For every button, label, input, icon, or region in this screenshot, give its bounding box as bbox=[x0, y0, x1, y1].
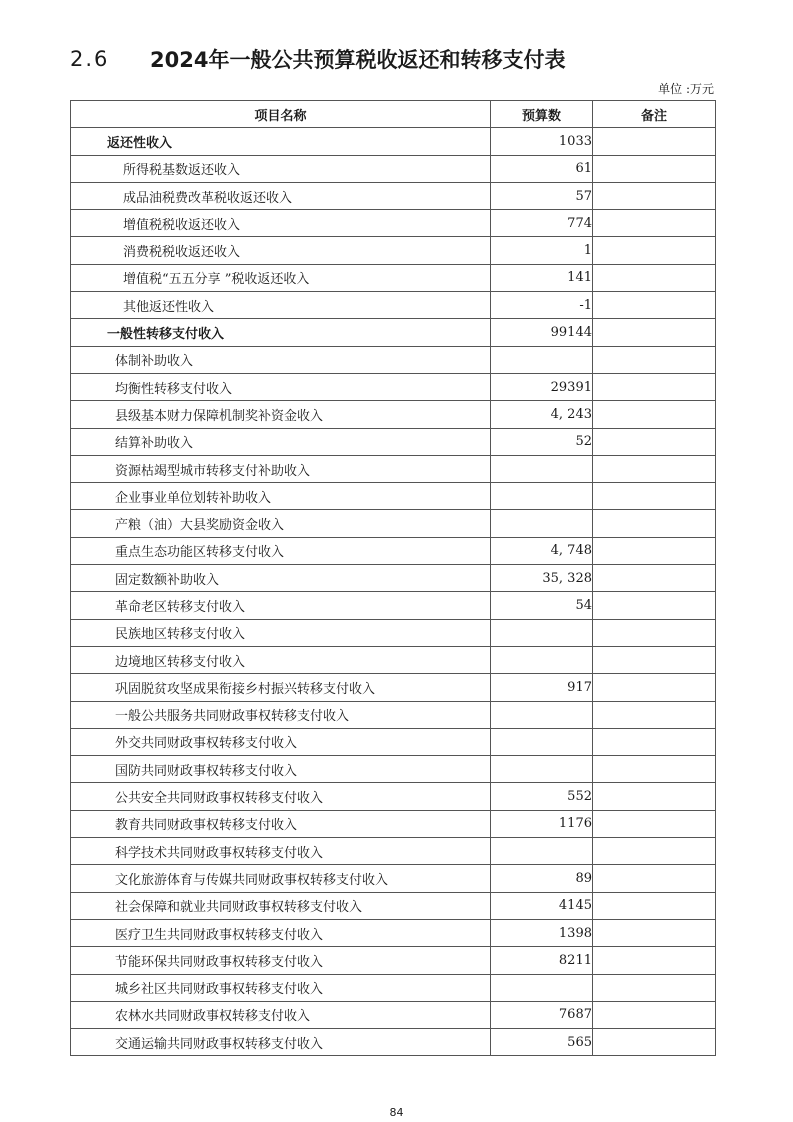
table-row bbox=[71, 210, 716, 237]
table-row bbox=[71, 947, 716, 974]
row-budget-value: 8211 bbox=[491, 947, 593, 974]
table-row bbox=[71, 264, 716, 291]
table-title: 2024年一般公共预算税收返还和转移支付表 bbox=[150, 48, 566, 72]
page-title bbox=[70, 44, 565, 74]
table-row bbox=[71, 1001, 716, 1028]
row-item-name: 一般性转移支付收入 bbox=[71, 319, 491, 346]
row-item-name: 其他返还性收入 bbox=[71, 292, 491, 319]
row-remark bbox=[593, 264, 716, 291]
table-header-row bbox=[71, 101, 716, 128]
table-row bbox=[71, 810, 716, 837]
row-remark bbox=[593, 619, 716, 646]
row-remark bbox=[593, 756, 716, 783]
row-budget-value: 57 bbox=[491, 182, 593, 209]
row-remark bbox=[593, 455, 716, 482]
row-budget-value: 774 bbox=[491, 210, 593, 237]
row-item-name: 边境地区转移支付收入 bbox=[71, 646, 491, 673]
table-row bbox=[71, 674, 716, 701]
row-item-name: 社会保障和就业共同财政事权转移支付收入 bbox=[71, 892, 491, 919]
row-budget-value bbox=[491, 838, 593, 865]
row-remark bbox=[593, 401, 716, 428]
table-row bbox=[71, 865, 716, 892]
table-row bbox=[71, 401, 716, 428]
row-remark bbox=[593, 292, 716, 319]
row-item-name: 增值税“五五分享 ”税收返还收入 bbox=[71, 264, 491, 291]
row-budget-value bbox=[491, 619, 593, 646]
row-item-name: 巩固脱贫攻坚成果衔接乡村振兴转移支付收入 bbox=[71, 674, 491, 701]
row-budget-value bbox=[491, 728, 593, 755]
table-row bbox=[71, 701, 716, 728]
row-remark bbox=[593, 565, 716, 592]
table-row bbox=[71, 182, 716, 209]
row-remark bbox=[593, 1001, 716, 1028]
row-item-name: 均衡性转移支付收入 bbox=[71, 373, 491, 400]
row-budget-value: 54 bbox=[491, 592, 593, 619]
row-item-name: 返还性收入 bbox=[71, 128, 491, 155]
row-budget-value: 917 bbox=[491, 674, 593, 701]
row-item-name: 增值税税收返还收入 bbox=[71, 210, 491, 237]
row-budget-value: 1176 bbox=[491, 810, 593, 837]
table-row bbox=[71, 974, 716, 1001]
row-item-name: 重点生态功能区转移支付收入 bbox=[71, 537, 491, 564]
row-item-name: 交通运输共同财政事权转移支付收入 bbox=[71, 1029, 491, 1056]
table-row bbox=[71, 646, 716, 673]
table-row bbox=[71, 565, 716, 592]
table-row bbox=[71, 346, 716, 373]
row-remark bbox=[593, 974, 716, 1001]
row-remark bbox=[593, 646, 716, 673]
row-budget-value bbox=[491, 483, 593, 510]
row-remark bbox=[593, 838, 716, 865]
table-row bbox=[71, 455, 716, 482]
row-item-name: 教育共同财政事权转移支付收入 bbox=[71, 810, 491, 837]
row-item-name: 医疗卫生共同财政事权转移支付收入 bbox=[71, 919, 491, 946]
header-remark: 备注 bbox=[593, 101, 716, 128]
table-row bbox=[71, 319, 716, 346]
row-item-name: 成品油税费改革税收返还收入 bbox=[71, 182, 491, 209]
row-remark bbox=[593, 892, 716, 919]
table-row bbox=[71, 892, 716, 919]
row-budget-value: 52 bbox=[491, 428, 593, 455]
table-row bbox=[71, 428, 716, 455]
row-remark bbox=[593, 510, 716, 537]
row-budget-value bbox=[491, 974, 593, 1001]
row-item-name: 科学技术共同财政事权转移支付收入 bbox=[71, 838, 491, 865]
row-item-name: 民族地区转移支付收入 bbox=[71, 619, 491, 646]
row-item-name: 结算补助收入 bbox=[71, 428, 491, 455]
row-budget-value: 552 bbox=[491, 783, 593, 810]
row-budget-value bbox=[491, 455, 593, 482]
row-budget-value: 4, 243 bbox=[491, 401, 593, 428]
row-item-name: 城乡社区共同财政事权转移支付收入 bbox=[71, 974, 491, 1001]
row-remark bbox=[593, 701, 716, 728]
table-row bbox=[71, 373, 716, 400]
row-item-name: 革命老区转移支付收入 bbox=[71, 592, 491, 619]
row-budget-value: 4, 748 bbox=[491, 537, 593, 564]
budget-table bbox=[70, 100, 716, 1056]
row-budget-value: 61 bbox=[491, 155, 593, 182]
row-remark bbox=[593, 674, 716, 701]
table-row bbox=[71, 1029, 716, 1056]
page-number: 84 bbox=[389, 1106, 404, 1119]
row-remark bbox=[593, 155, 716, 182]
row-item-name: 节能环保共同财政事权转移支付收入 bbox=[71, 947, 491, 974]
row-budget-value bbox=[491, 346, 593, 373]
table-row bbox=[71, 783, 716, 810]
row-item-name: 体制补助收入 bbox=[71, 346, 491, 373]
section-number: 2.6 bbox=[70, 47, 110, 71]
table-row bbox=[71, 237, 716, 264]
row-item-name: 国防共同财政事权转移支付收入 bbox=[71, 756, 491, 783]
header-budget: 预算数 bbox=[491, 101, 593, 128]
unit-label: 单位 :万元 bbox=[658, 82, 714, 96]
row-budget-value bbox=[491, 510, 593, 537]
row-item-name: 固定数额补助收入 bbox=[71, 565, 491, 592]
row-budget-value bbox=[491, 756, 593, 783]
table-row bbox=[71, 728, 716, 755]
row-budget-value: 565 bbox=[491, 1029, 593, 1056]
row-remark bbox=[593, 237, 716, 264]
table-row bbox=[71, 537, 716, 564]
row-item-name: 农林水共同财政事权转移支付收入 bbox=[71, 1001, 491, 1028]
table-row bbox=[71, 292, 716, 319]
row-budget-value: -1 bbox=[491, 292, 593, 319]
row-item-name: 产粮（油）大县奖励资金收入 bbox=[71, 510, 491, 537]
row-remark bbox=[593, 865, 716, 892]
row-remark bbox=[593, 592, 716, 619]
row-remark bbox=[593, 319, 716, 346]
row-budget-value: 35, 328 bbox=[491, 565, 593, 592]
row-remark bbox=[593, 810, 716, 837]
row-item-name: 一般公共服务共同财政事权转移支付收入 bbox=[71, 701, 491, 728]
table-row bbox=[71, 155, 716, 182]
row-remark bbox=[593, 947, 716, 974]
table-row bbox=[71, 619, 716, 646]
row-remark bbox=[593, 428, 716, 455]
row-item-name: 县级基本财力保障机制奖补资金收入 bbox=[71, 401, 491, 428]
row-budget-value: 99144 bbox=[491, 319, 593, 346]
row-item-name: 公共安全共同财政事权转移支付收入 bbox=[71, 783, 491, 810]
row-budget-value: 141 bbox=[491, 264, 593, 291]
table-row bbox=[71, 592, 716, 619]
row-item-name: 消费税税收返还收入 bbox=[71, 237, 491, 264]
row-item-name: 所得税基数返还收入 bbox=[71, 155, 491, 182]
table-row bbox=[71, 483, 716, 510]
row-remark bbox=[593, 537, 716, 564]
row-remark bbox=[593, 128, 716, 155]
row-remark bbox=[593, 483, 716, 510]
row-budget-value: 4145 bbox=[491, 892, 593, 919]
row-remark bbox=[593, 346, 716, 373]
row-budget-value: 29391 bbox=[491, 373, 593, 400]
table-row bbox=[71, 128, 716, 155]
row-remark bbox=[593, 1029, 716, 1056]
row-budget-value: 89 bbox=[491, 865, 593, 892]
table-row bbox=[71, 510, 716, 537]
row-budget-value: 1398 bbox=[491, 919, 593, 946]
row-item-name: 外交共同财政事权转移支付收入 bbox=[71, 728, 491, 755]
table-row bbox=[71, 756, 716, 783]
row-budget-value: 1 bbox=[491, 237, 593, 264]
row-budget-value bbox=[491, 701, 593, 728]
row-budget-value: 1033 bbox=[491, 128, 593, 155]
row-remark bbox=[593, 182, 716, 209]
table-row bbox=[71, 838, 716, 865]
row-item-name: 企业事业单位划转补助收入 bbox=[71, 483, 491, 510]
row-remark bbox=[593, 210, 716, 237]
row-remark bbox=[593, 919, 716, 946]
table-row bbox=[71, 919, 716, 946]
row-remark bbox=[593, 373, 716, 400]
row-item-name: 文化旅游体育与传媒共同财政事权转移支付收入 bbox=[71, 865, 491, 892]
row-budget-value: 7687 bbox=[491, 1001, 593, 1028]
row-item-name: 资源枯竭型城市转移支付补助收入 bbox=[71, 455, 491, 482]
row-remark bbox=[593, 728, 716, 755]
row-budget-value bbox=[491, 646, 593, 673]
row-remark bbox=[593, 783, 716, 810]
header-item-name: 项目名称 bbox=[71, 101, 491, 128]
